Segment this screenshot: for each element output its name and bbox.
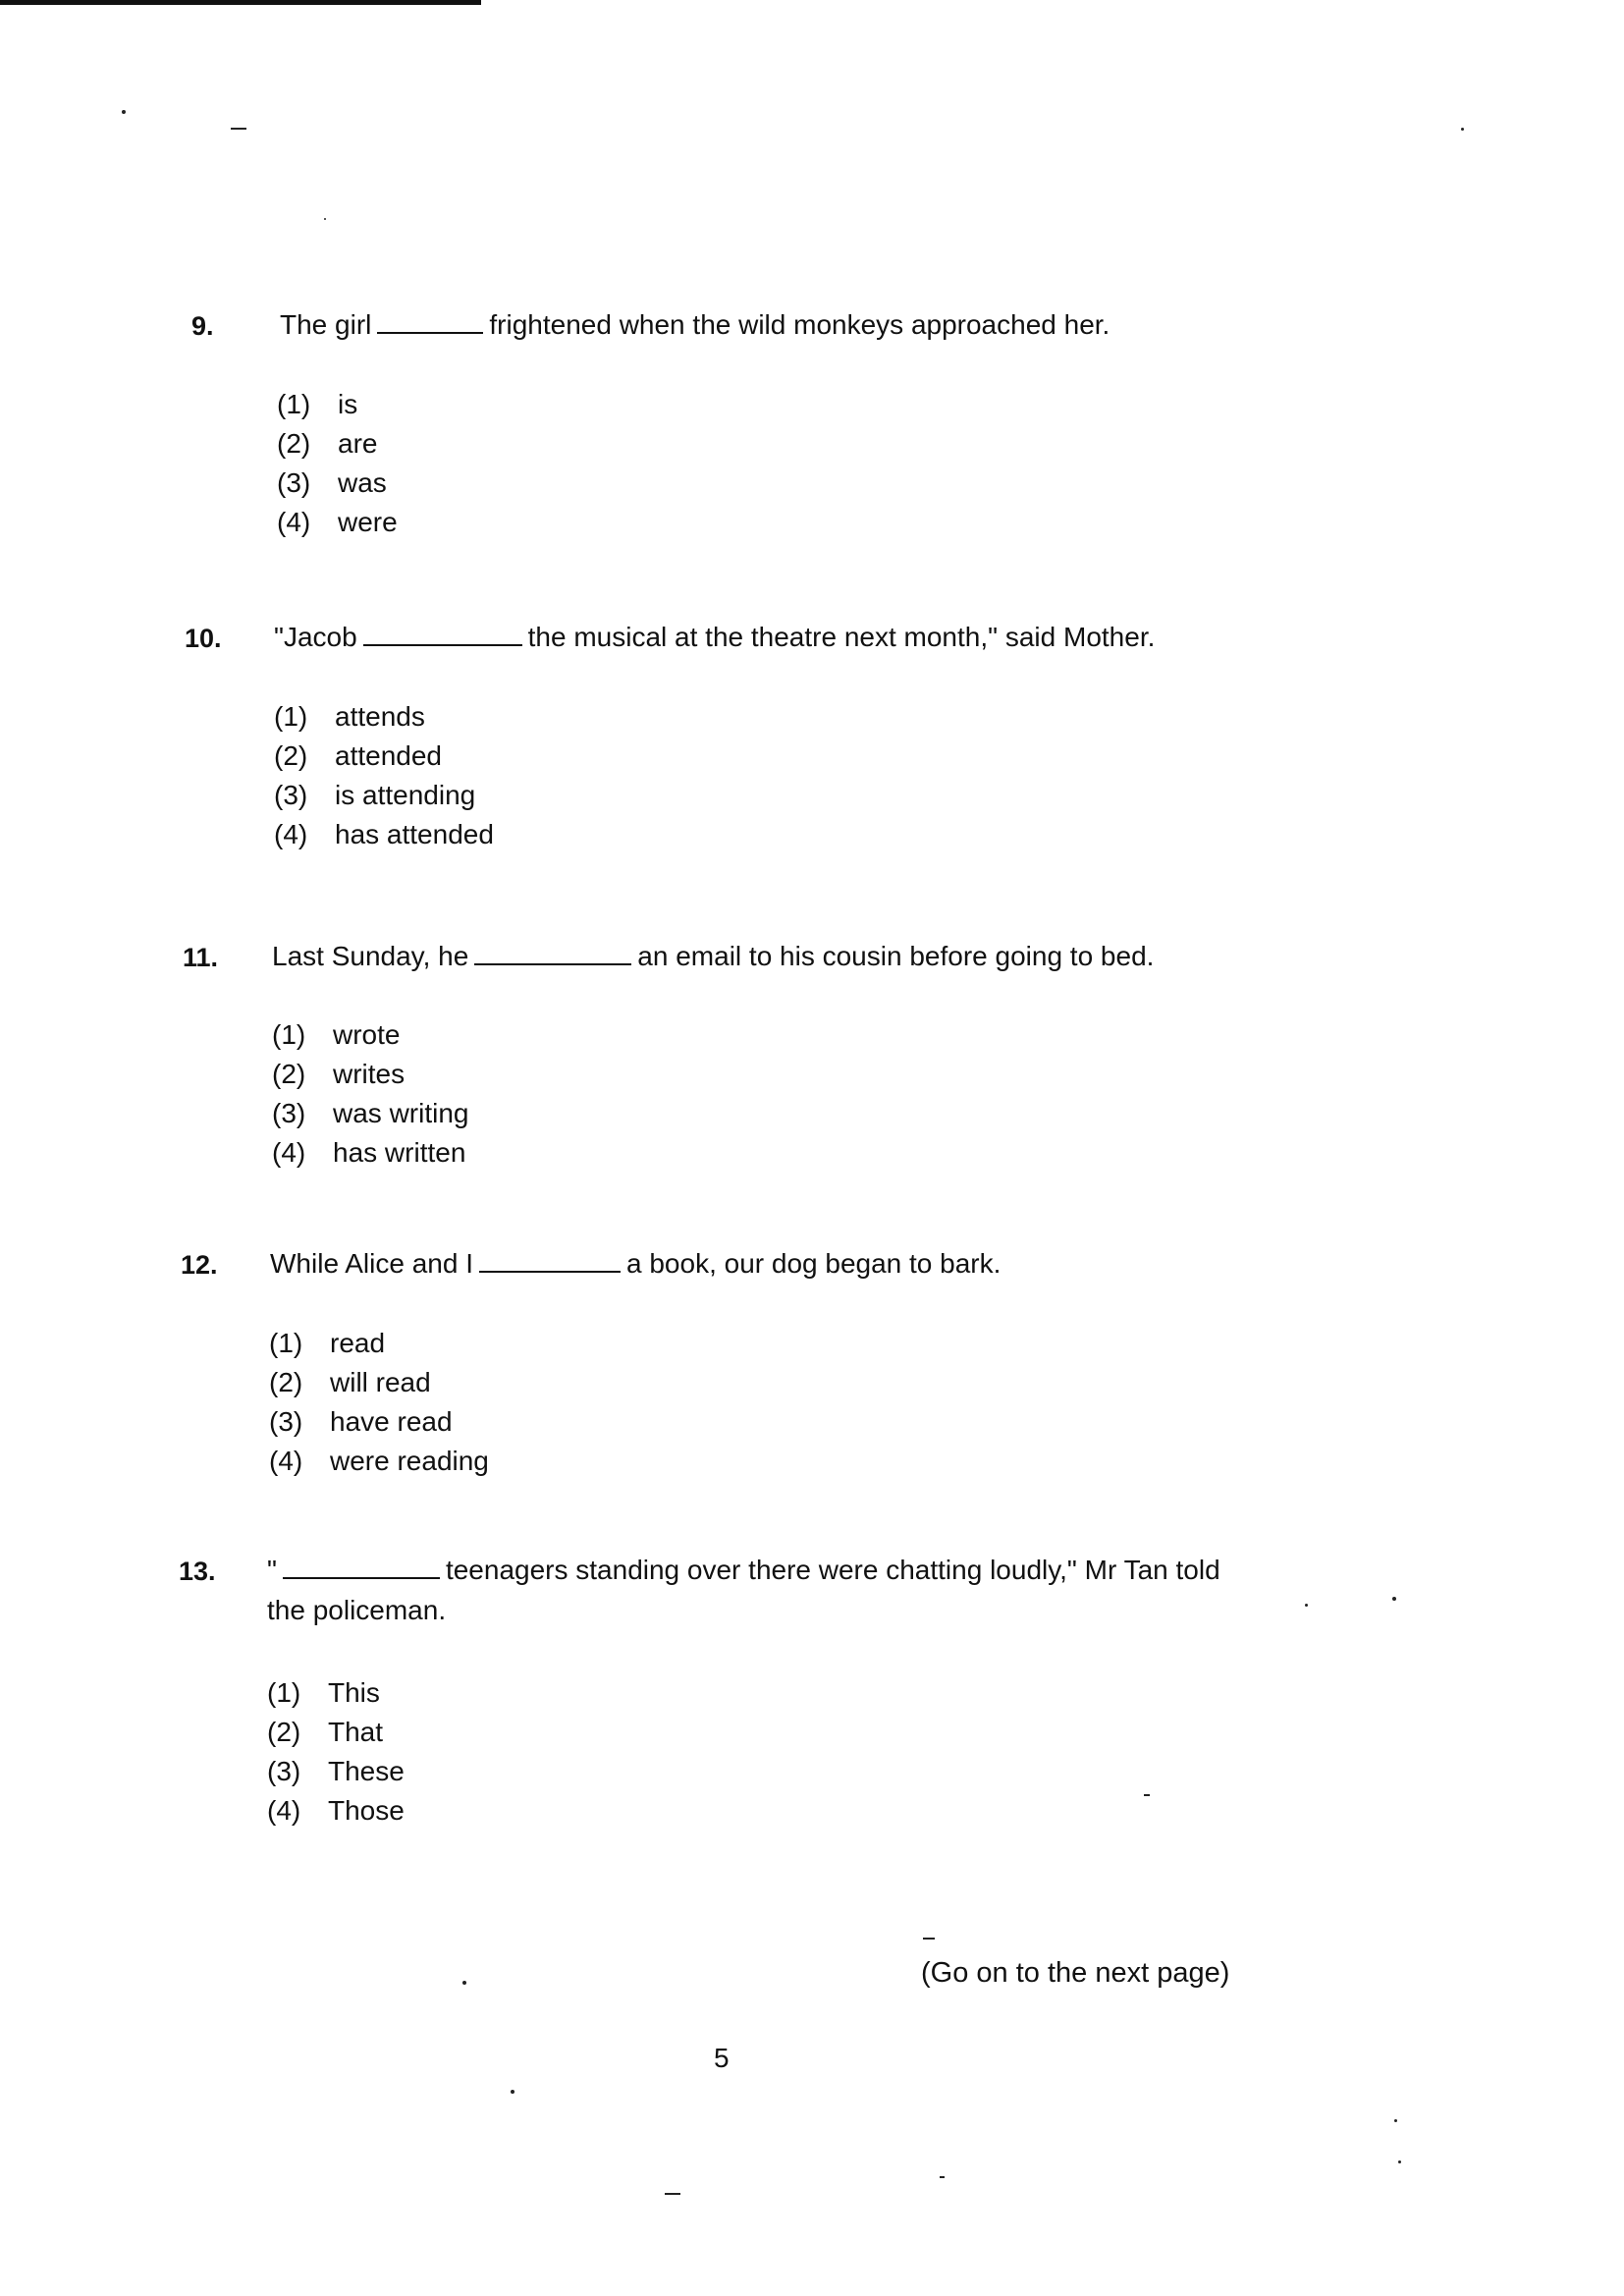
question-number: 13. [179,1557,216,1586]
answer-blank [377,306,483,334]
option-text: have read [330,1406,453,1437]
option-text: are [338,428,378,459]
option-2[interactable] [274,737,494,776]
option-text: These [328,1756,405,1786]
option-4[interactable] [277,503,398,542]
answer-options [274,697,494,854]
option-number: (1) [267,1677,301,1708]
option-2[interactable] [269,1363,489,1402]
stem-text-after: an email to his cousin before going to bed. [637,941,1155,971]
option-2[interactable] [267,1713,405,1752]
option-text: were [338,507,398,537]
question-number: 10. [185,624,222,653]
option-number: (4) [269,1446,303,1476]
option-text: were reading [330,1446,489,1476]
option-number: (2) [274,740,308,771]
stem-text-before: The girl [280,309,372,340]
answer-blank [363,619,522,646]
option-number: (4) [267,1795,301,1826]
option-number: (1) [272,1019,306,1050]
option-number: (3) [267,1756,301,1786]
option-text: has written [333,1137,466,1168]
option-number: (2) [272,1059,306,1089]
option-text: is attending [335,780,476,810]
option-text: Those [328,1795,405,1826]
option-text: is [338,389,358,419]
scan-mark [940,2176,945,2178]
option-number: (1) [269,1328,303,1358]
scan-speck [122,110,126,114]
option-number: (3) [272,1098,306,1128]
option-1[interactable] [277,385,398,424]
stem-text-after: the musical at the theatre next month," said Mother. [527,622,1156,652]
option-4[interactable] [269,1442,489,1481]
stem-text-before: " [267,1555,277,1585]
next-page-note: (Go on to the next page) [921,1957,1230,1989]
option-number: (2) [269,1367,303,1397]
scan-speck [1392,1597,1396,1601]
option-number: (2) [267,1717,301,1747]
question-number: 12. [181,1250,218,1280]
option-3[interactable] [269,1402,489,1442]
scan-mark [923,1938,935,1940]
stem-text-before: While Alice and I [270,1248,473,1279]
scan-mark [665,2193,680,2195]
option-number: (1) [277,389,311,419]
question-stem [280,305,1110,345]
option-3[interactable] [272,1094,468,1133]
option-number: (4) [277,507,311,537]
answer-options [267,1673,405,1831]
option-number: (1) [274,701,308,732]
option-1[interactable] [267,1673,405,1713]
option-text: read [330,1328,386,1358]
top-border-line [0,0,481,5]
option-text: That [328,1717,384,1747]
question-stem [274,618,1155,657]
scan-mark [231,128,246,130]
option-text: attended [335,740,442,771]
option-number: (2) [277,428,311,459]
stem-text-before: Last Sunday, he [272,941,469,971]
option-number: (3) [269,1406,303,1437]
question-number: 9. [191,311,214,341]
question-stem [267,1551,1220,1590]
option-text: has attended [335,819,494,849]
scan-speck [1461,128,1464,131]
option-number: (4) [272,1137,306,1168]
option-3[interactable] [277,464,398,503]
scan-mark [1144,1794,1150,1796]
option-text: will read [330,1367,431,1397]
option-text: was [338,467,387,498]
option-1[interactable] [269,1324,489,1363]
option-3[interactable] [267,1752,405,1791]
option-4[interactable] [272,1133,468,1173]
option-number: (4) [274,819,308,849]
question-stem [272,937,1154,976]
option-text: This [328,1677,380,1708]
option-number: (3) [274,780,308,810]
option-1[interactable] [272,1015,468,1055]
scan-speck [1305,1604,1308,1607]
answer-options [272,1015,468,1173]
stem-text-before: "Jacob [274,622,357,652]
answer-blank [479,1245,621,1273]
option-text: attends [335,701,425,732]
answer-blank [474,938,631,965]
option-2[interactable] [272,1055,468,1094]
scan-speck [462,1981,466,1985]
option-1[interactable] [274,697,494,737]
question-stem-continuation: the policeman. [267,1595,447,1625]
answer-options [277,385,398,542]
question-stem [270,1244,1001,1284]
option-text: wrote [333,1019,401,1050]
page-number: 5 [714,2043,730,2073]
question-number: 11. [183,943,219,972]
scan-speck [511,2090,514,2094]
scan-speck [1394,2119,1397,2122]
answer-blank [283,1552,440,1579]
option-4[interactable] [267,1791,405,1831]
option-text: was writing [333,1098,469,1128]
option-3[interactable] [274,776,494,815]
scan-speck [1398,2160,1401,2163]
answer-options [269,1324,489,1481]
option-text: writes [333,1059,406,1089]
stem-text-after: a book, our dog began to bark. [626,1248,1001,1279]
option-number: (3) [277,467,311,498]
stem-text-after: frightened when the wild monkeys approached her. [489,309,1110,340]
option-2[interactable] [277,424,398,464]
stem-text-after: teenagers standing over there were chatting loudly," Mr Tan told [445,1555,1220,1585]
scan-speck [324,218,326,220]
option-4[interactable] [274,815,494,854]
